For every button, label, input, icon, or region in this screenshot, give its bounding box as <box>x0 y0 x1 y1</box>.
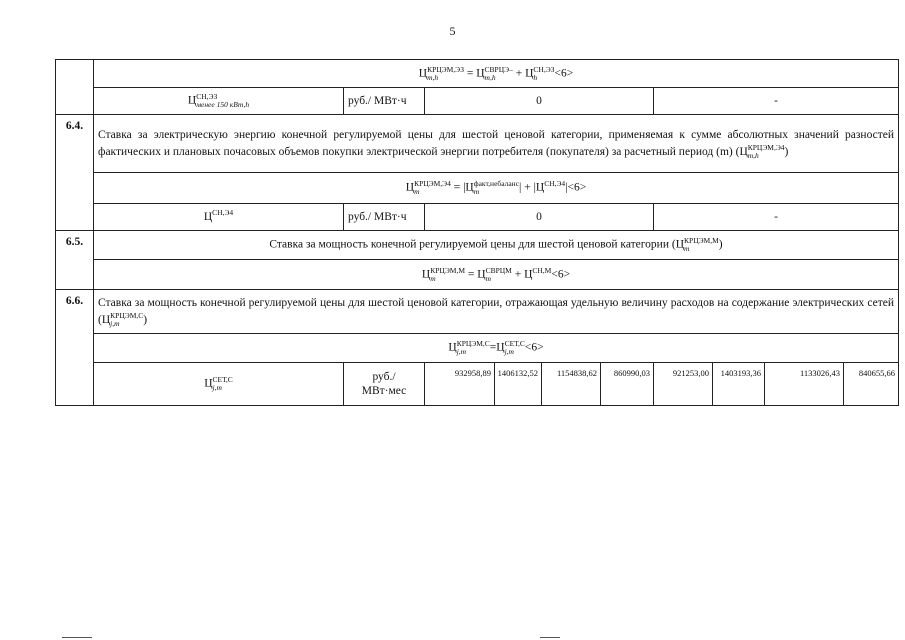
symbol-cell: Ц СН,ЭЗ менее 150 кВт,h <box>94 88 344 115</box>
section-number: 6.4. <box>56 115 94 231</box>
formula-krcem-ez: Ц КРЦЭМ,ЭЗ m,h = Ц СВРЦЭ– m,h + Ц СН,ЭЗ h <6> <box>94 60 899 88</box>
value-cell-5: 921253,00 <box>654 363 713 406</box>
dash-cell: - <box>654 88 899 115</box>
unit-cell: руб./ МВт·мес <box>344 363 425 406</box>
value-cell-2: 1406132,52 <box>495 363 542 406</box>
formula-krcem-s: Ц КРЦЭМ,С j,m =Ц СЕТ,С j,m <6> <box>94 334 899 363</box>
value-cell-6: 1403193,36 <box>713 363 765 406</box>
section-number: 6.5. <box>56 231 94 290</box>
symbol-cell: Ц СЕТ,С j,m <box>94 363 344 406</box>
table-row <box>56 204 899 231</box>
tariff-table <box>55 59 899 406</box>
value-cell-4: 860990,03 <box>601 363 654 406</box>
unit-cell: руб./ МВт·ч <box>344 88 425 115</box>
section-description: Ставка за мощность конечной регулируемой цены для шестой ценовой категории (Ц КРЦЭМ,М m ) <box>94 231 899 260</box>
table-row <box>56 60 899 88</box>
number-cell-empty <box>56 60 94 115</box>
table-row <box>56 334 899 363</box>
table-row <box>56 260 899 290</box>
formula-krcem-e4: Ц КРЦЭМ,Э4 m = |Ц факт,небаланс m | + $|Ц^{СН,Э4}|<6>$ <box>94 173 899 204</box>
section-number: 6.6. <box>56 290 94 406</box>
symbol-cell: $Ц^{СН,Э4}$ <box>94 204 344 231</box>
scan-edge-mark <box>540 637 560 638</box>
value-cell: 0 <box>425 88 654 115</box>
dash-cell: - <box>654 204 899 231</box>
table-row <box>56 363 899 406</box>
value-cell-3: 1154838,62 <box>542 363 601 406</box>
page-number: 5 <box>449 24 456 38</box>
table-row <box>56 290 899 334</box>
table-row <box>56 173 899 204</box>
value-cell-8: 840655,66 <box>844 363 899 406</box>
table-row <box>56 115 899 173</box>
section-description: Ставка за мощность конечной регулируемой цены для шестой ценовой категории, отражающая удельную величину расходов на содержание электрических сетей (Ц КРЦЭМ,С j,m ) <box>94 290 899 334</box>
table-row <box>56 231 899 260</box>
scan-edge-mark <box>62 637 92 638</box>
formula-krcem-m: Ц КРЦЭМ,М m = Ц СВРЦМ m + $Ц^{СН,М}<6>$ <box>94 260 899 290</box>
unit-cell: руб./ МВт·ч <box>344 204 425 231</box>
value-cell-1: 932958,89 <box>425 363 495 406</box>
table-row <box>56 88 899 115</box>
section-description: Ставка за электрическую энергию конечной регулируемой цены для шестой ценовой категории, применяемая к сумме абсолютных значений разностей фактических и плановых почасовых объемов покупки электрической энергии потребителя (покупателя) за расчетный период (m) (Ц КРЦЭМ,Э4 m,h ) <box>94 115 899 173</box>
value-cell: 0 <box>425 204 654 231</box>
value-cell-7: 1133026,43 <box>765 363 844 406</box>
